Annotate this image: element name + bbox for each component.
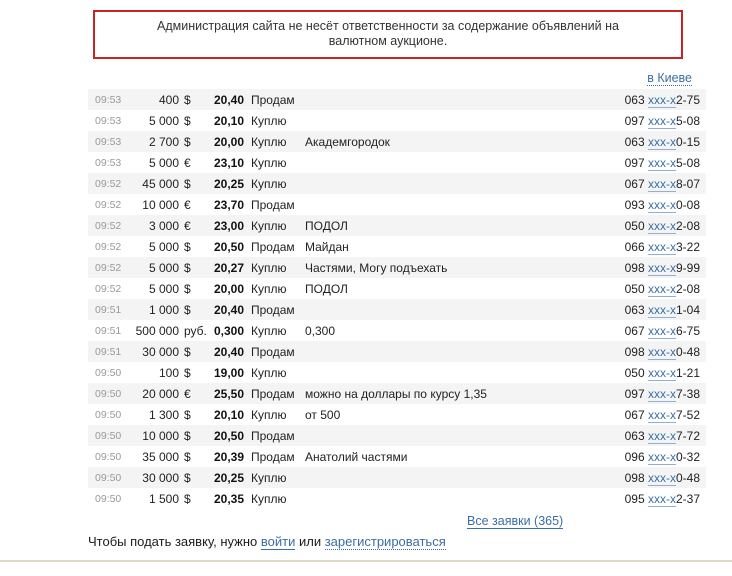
row-amount: 1 500 [148, 491, 179, 506]
phone-reveal-link[interactable]: xxx-x [647, 239, 676, 254]
table-row [88, 341, 706, 362]
phone-suffix: 1-21 [675, 365, 700, 380]
row-currency: € [184, 197, 191, 212]
row-currency: $ [184, 407, 191, 422]
phone-prefix: 097 [624, 113, 648, 128]
row-amount: 3 000 [148, 218, 179, 233]
row-phone [625, 135, 706, 149]
row-currency: $ [184, 302, 191, 317]
row-time: 09:50 [95, 408, 122, 421]
phone-reveal-link[interactable]: xxx-x [647, 344, 676, 359]
phone-suffix: 8-07 [675, 176, 700, 191]
row-rate: 20,50 [213, 239, 244, 254]
row-phone [625, 198, 706, 212]
phone-reveal-link[interactable]: xxx-x [647, 449, 676, 464]
row-rate: 20,50 [213, 428, 244, 443]
phone-suffix: 2-37 [675, 491, 700, 506]
phone-reveal-link[interactable]: xxx-x [647, 470, 676, 485]
phone-reveal-link[interactable]: xxx-x [647, 323, 676, 338]
row-amount: 1 300 [148, 407, 179, 422]
row-time: 09:52 [95, 219, 122, 232]
phone-suffix: 5-08 [675, 155, 700, 170]
phone-prefix: 097 [624, 386, 648, 401]
row-currency: € [184, 386, 191, 401]
row-rate: 0,300 [213, 323, 244, 338]
row-time: 09:50 [95, 471, 122, 484]
row-currency: $ [184, 470, 191, 485]
table-row [88, 488, 706, 509]
row-action: Продам [251, 344, 295, 359]
row-comment: Анатолий частями [305, 449, 408, 464]
footer-middle: или [295, 534, 325, 549]
row-amount: 100 [158, 365, 179, 380]
row-phone [625, 114, 706, 128]
row-action: Продам [251, 92, 295, 107]
all-requests-link[interactable]: Все заявки (365) [467, 514, 564, 528]
row-amount: 5 000 [148, 113, 179, 128]
row-action: Куплю [251, 218, 287, 233]
table-row [88, 425, 706, 446]
table-row [88, 173, 706, 194]
row-rate: 20,25 [213, 176, 244, 191]
phone-prefix: 063 [624, 92, 648, 107]
row-currency: $ [184, 134, 191, 149]
row-rate: 20,35 [213, 491, 244, 506]
phone-prefix: 098 [624, 470, 648, 485]
phone-prefix: 097 [624, 155, 648, 170]
row-phone [625, 492, 706, 506]
table-row [88, 278, 706, 299]
row-rate: 25,50 [213, 386, 244, 401]
phone-suffix: 7-52 [675, 407, 700, 422]
phone-reveal-link[interactable]: xxx-x [647, 113, 676, 128]
phone-suffix: 3-22 [675, 239, 700, 254]
phone-suffix: 5-08 [675, 113, 700, 128]
row-time: 09:51 [95, 303, 122, 316]
table-row [88, 362, 706, 383]
table-row [88, 299, 706, 320]
row-amount: 5 000 [148, 281, 179, 296]
row-time: 09:52 [95, 282, 122, 295]
phone-prefix: 066 [624, 239, 648, 254]
row-currency: $ [184, 113, 191, 128]
row-action: Куплю [251, 155, 287, 170]
city-filter-row [88, 71, 706, 85]
row-currency: $ [184, 365, 191, 380]
row-time: 09:50 [95, 492, 122, 505]
row-rate: 20,40 [213, 344, 244, 359]
row-phone [625, 408, 706, 422]
row-action: Куплю [251, 407, 287, 422]
row-comment: от 500 [305, 407, 341, 422]
row-action: Куплю [251, 323, 287, 338]
row-phone [625, 261, 706, 275]
phone-suffix: 0-08 [675, 197, 700, 212]
row-comment: Частями, Могу подъехать [305, 260, 448, 275]
phone-suffix: 2-08 [675, 281, 700, 296]
row-action: Куплю [251, 176, 287, 191]
row-action: Продам [251, 197, 295, 212]
row-time: 09:51 [95, 324, 122, 337]
row-phone [625, 429, 706, 443]
row-action: Продам [251, 302, 295, 317]
row-action: Куплю [251, 491, 287, 506]
table-row [88, 89, 706, 110]
row-currency: € [184, 155, 191, 170]
phone-reveal-link[interactable]: xxx-x [647, 281, 676, 296]
phone-reveal-link[interactable]: xxx-x [647, 407, 676, 422]
phone-reveal-link[interactable]: xxx-x [647, 365, 676, 380]
table-row [88, 404, 706, 425]
row-amount: 1 000 [148, 302, 179, 317]
table-row [88, 152, 706, 173]
row-amount: 35 000 [142, 449, 179, 464]
row-action: Куплю [251, 365, 287, 380]
row-amount: 2 700 [148, 134, 179, 149]
footer-note [88, 534, 732, 549]
row-phone [625, 282, 706, 296]
table-row [88, 131, 706, 152]
row-phone [625, 156, 706, 170]
phone-prefix: 063 [624, 428, 648, 443]
phone-reveal-link[interactable]: xxx-x [647, 176, 676, 191]
phone-prefix: 098 [624, 260, 648, 275]
auction-table [88, 89, 706, 509]
phone-reveal-link[interactable]: xxx-x [647, 197, 676, 212]
phone-prefix: 096 [624, 449, 648, 464]
phone-suffix: 0-32 [675, 449, 700, 464]
row-comment: Майдан [305, 239, 349, 254]
phone-suffix: 1-04 [675, 302, 700, 317]
row-currency: $ [184, 176, 191, 191]
table-row [88, 194, 706, 215]
phone-prefix: 067 [624, 407, 648, 422]
row-rate: 19,00 [213, 365, 244, 380]
row-phone [625, 240, 706, 254]
row-amount: 30 000 [142, 344, 179, 359]
row-amount: 400 [158, 92, 179, 107]
row-rate: 20,00 [213, 134, 244, 149]
row-amount: 10 000 [142, 197, 179, 212]
row-action: Куплю [251, 260, 287, 275]
row-time: 09:52 [95, 261, 122, 274]
row-time: 09:53 [95, 93, 122, 106]
phone-suffix: 7-38 [675, 386, 700, 401]
phone-suffix: 2-75 [675, 92, 700, 107]
phone-suffix: 0-48 [675, 470, 700, 485]
phone-prefix: 093 [624, 197, 648, 212]
row-amount: 500 000 [135, 323, 179, 338]
phone-prefix: 067 [624, 323, 648, 338]
phone-suffix: 0-48 [675, 344, 700, 359]
row-action: Куплю [251, 113, 287, 128]
bottom-rule [0, 560, 732, 562]
row-comment: 0,300 [305, 323, 336, 338]
row-phone [625, 345, 706, 359]
table-row [88, 446, 706, 467]
row-phone [625, 93, 706, 107]
row-time: 09:50 [95, 387, 122, 400]
city-filter-link[interactable]: в Киеве [647, 71, 692, 85]
row-action: Куплю [251, 281, 287, 296]
row-rate: 20,00 [213, 281, 244, 296]
row-amount: 5 000 [148, 155, 179, 170]
phone-reveal-link[interactable]: xxx-x [647, 302, 676, 317]
row-currency: $ [184, 491, 191, 506]
row-action: Продам [251, 239, 295, 254]
row-amount: 5 000 [148, 239, 179, 254]
row-amount: 5 000 [148, 260, 179, 275]
row-currency: $ [184, 449, 191, 464]
row-action: Продам [251, 386, 295, 401]
row-amount: 30 000 [142, 470, 179, 485]
row-time: 09:52 [95, 177, 122, 190]
row-amount: 20 000 [142, 386, 179, 401]
row-action: Куплю [251, 134, 287, 149]
phone-suffix: 9-99 [675, 260, 700, 275]
table-row [88, 320, 706, 341]
row-currency: $ [184, 428, 191, 443]
row-rate: 23,00 [213, 218, 244, 233]
table-row [88, 383, 706, 404]
phone-reveal-link[interactable]: xxx-x [647, 218, 676, 233]
row-rate: 20,10 [213, 407, 244, 422]
phone-reveal-link[interactable]: xxx-x [647, 386, 676, 401]
row-time: 09:52 [95, 240, 122, 253]
phone-suffix: 0-15 [675, 134, 700, 149]
phone-prefix: 098 [624, 344, 648, 359]
row-comment: ПОДОЛ [305, 218, 348, 233]
phone-reveal-link[interactable]: xxx-x [647, 134, 676, 149]
phone-prefix: 063 [624, 134, 648, 149]
table-row [88, 236, 706, 257]
row-phone [625, 450, 706, 464]
row-phone [625, 324, 706, 338]
disclaimer-box [93, 10, 683, 59]
row-phone [625, 387, 706, 401]
row-action: Куплю [251, 470, 287, 485]
row-time: 09:53 [95, 114, 122, 127]
row-time: 09:53 [95, 156, 122, 169]
phone-suffix: 2-08 [675, 218, 700, 233]
row-rate: 20,39 [213, 449, 244, 464]
row-currency: руб. [184, 323, 207, 338]
row-currency: $ [184, 281, 191, 296]
table-row [88, 257, 706, 278]
row-rate: 20,10 [213, 113, 244, 128]
row-time: 09:51 [95, 345, 122, 358]
footer-prefix: Чтобы подать заявку, нужно [88, 534, 261, 549]
row-phone [625, 303, 706, 317]
phone-suffix: 6-75 [675, 323, 700, 338]
row-action: Продам [251, 449, 295, 464]
phone-reveal-link[interactable]: xxx-x [647, 491, 676, 506]
phone-reveal-link[interactable]: xxx-x [647, 92, 676, 107]
row-phone [625, 471, 706, 485]
row-currency: $ [184, 239, 191, 254]
row-currency: $ [184, 260, 191, 275]
row-currency: $ [184, 92, 191, 107]
row-action: Продам [251, 428, 295, 443]
table-row [88, 467, 706, 488]
row-rate: 20,40 [213, 92, 244, 107]
row-comment: Академгородок [305, 134, 390, 149]
row-comment: ПОДОЛ [305, 281, 348, 296]
row-time: 09:50 [95, 366, 122, 379]
row-currency: € [184, 218, 191, 233]
phone-prefix: 063 [624, 302, 648, 317]
row-time: 09:50 [95, 450, 122, 463]
row-rate: 20,40 [213, 302, 244, 317]
phone-prefix: 067 [624, 176, 648, 191]
phone-reveal-link[interactable]: xxx-x [647, 428, 676, 443]
row-comment: можно на доллары по курсу 1,35 [305, 386, 487, 401]
row-rate: 23,70 [213, 197, 244, 212]
disclaimer-text: Администрация сайта не несёт ответственности за содержание объявлений на валютном аукционе. [157, 19, 619, 48]
row-rate: 20,25 [213, 470, 244, 485]
row-currency: $ [184, 344, 191, 359]
row-phone [625, 177, 706, 191]
row-time: 09:50 [95, 429, 122, 442]
table-row [88, 110, 706, 131]
phone-suffix: 7-72 [675, 428, 700, 443]
table-row [88, 215, 706, 236]
row-time: 09:52 [95, 198, 122, 211]
phone-prefix: 050 [624, 365, 648, 380]
row-time: 09:53 [95, 135, 122, 148]
phone-prefix: 050 [624, 218, 648, 233]
phone-prefix: 050 [624, 281, 648, 296]
phone-prefix: 095 [624, 491, 648, 506]
register-link[interactable]: зарегистрироваться [324, 534, 446, 549]
all-requests-row [467, 514, 732, 531]
row-phone [625, 219, 706, 233]
row-amount: 10 000 [142, 428, 179, 443]
phone-reveal-link[interactable]: xxx-x [647, 260, 676, 275]
phone-reveal-link[interactable]: xxx-x [647, 155, 676, 170]
row-rate: 23,10 [213, 155, 244, 170]
row-amount: 45 000 [142, 176, 179, 191]
row-rate: 20,27 [213, 260, 244, 275]
row-phone [625, 366, 706, 380]
login-link[interactable]: войти [260, 534, 296, 549]
